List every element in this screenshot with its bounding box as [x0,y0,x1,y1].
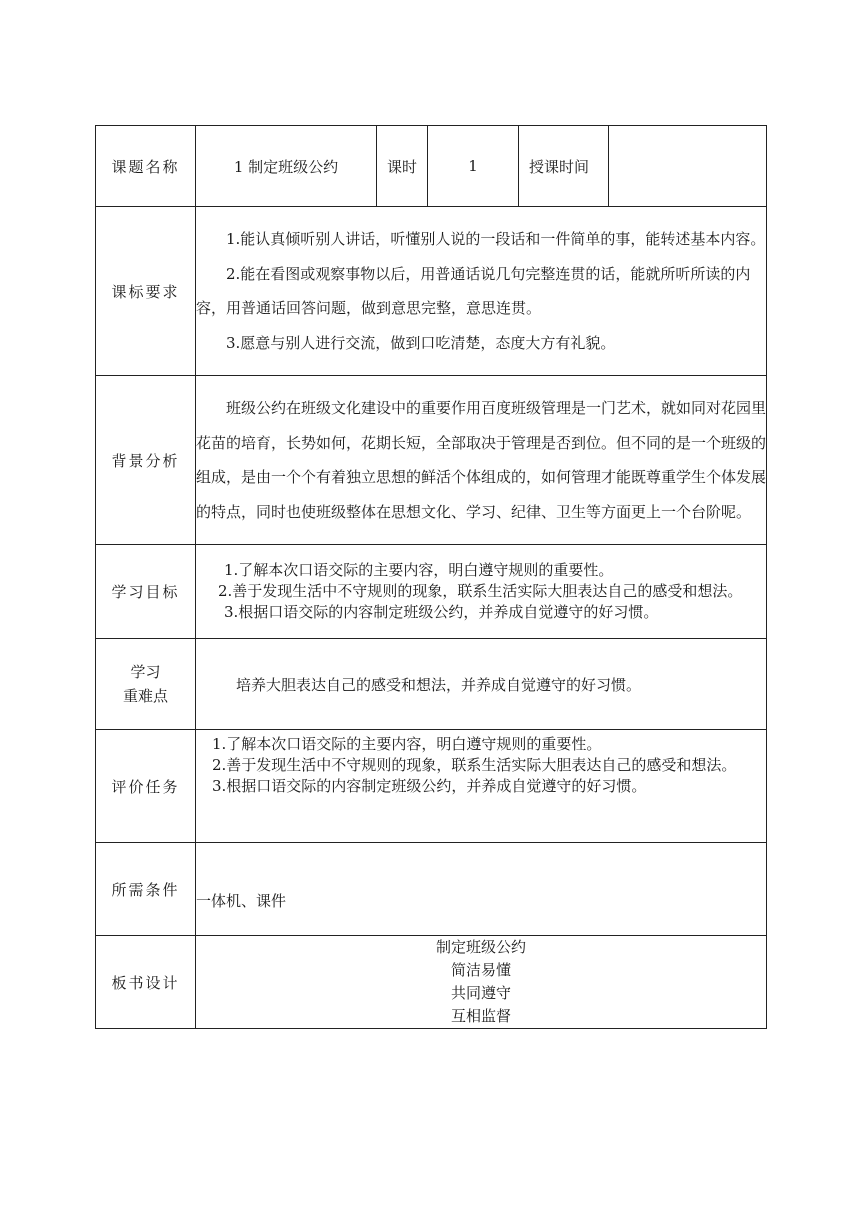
time-label: 授课时间 [519,126,609,207]
board-line: 制定班级公约 [435,938,526,956]
standards-item: 1.能认真倾听别人讲话，听懂别人说的一段话和一件简单的事，能转述基本内容。 [226,230,766,248]
assessment-label: 评价任务 [96,730,196,843]
conditions-row [96,843,767,936]
standards-label: 课标要求 [96,207,196,376]
standards-content [196,207,767,376]
assessment-content [196,730,767,843]
standards-item: 2.能在看图或观察事物以后，用普通话说几句完整连贯的话，能就所听所读的内容，用普通话回答问题，做到意思完整，意思连贯。 [196,264,751,317]
objectives-row [96,545,767,639]
board-line: 简洁易懂 [450,961,511,979]
key-points-label-line2: 重难点 [122,687,168,705]
assessment-item: 1.了解本次口语交际的主要内容，明白遵守规则的重要性。 [212,735,602,753]
board-line: 互相监督 [450,1007,511,1025]
background-label: 背景分析 [96,376,196,545]
key-points-label [96,639,196,730]
board-design [196,936,767,1029]
topic-label: 课题名称 [96,126,196,207]
conditions-label: 所需条件 [96,843,196,936]
conditions-text: 一体机、课件 [196,843,767,936]
time-value [609,126,767,207]
key-points-row [96,639,767,730]
key-points-text: 培养大胆表达自己的感受和想法，并养成自觉遵守的好习惯。 [196,639,767,730]
objective-item: 2.善于发现生活中不守规则的现象，联系生活实际大胆表达自己的感受和想法。 [218,582,743,600]
standards-row [96,207,767,376]
key-points-label-line1: 学习 [130,663,161,681]
assessment-row [96,730,767,843]
objective-item: 3.根据口语交际的内容制定班级公约，并养成自觉遵守的好习惯。 [224,603,659,621]
objectives-label: 学习目标 [96,545,196,639]
assessment-item: 2.善于发现生活中不守规则的现象，联系生活实际大胆表达自己的感受和想法。 [212,756,737,774]
background-text: 班级公约在班级文化建设中的重要作用百度班级管理是一门艺术，就如同对花园里花苗的培育，长势如何，花期长短，全部取决于管理是否到位。但不同的是一个班级的组成，是由一个个有着独立思想的鲜活个体组成的，如何管理才能既尊重学生个体发展的特点，同时也使班级整体在思想文化、学习、纪律、卫生等方面更上一个台阶呢。 [196,399,767,521]
background-content [196,376,767,545]
board-line: 共同遵守 [450,984,511,1002]
header-row [96,126,767,207]
lesson-plan-table [95,125,767,1029]
periods-value: 1 [428,126,519,207]
standards-item: 3.愿意与别人进行交流，做到口吃清楚，态度大方有礼貌。 [226,333,616,352]
objective-item: 1.了解本次口语交际的主要内容，明白遵守规则的重要性。 [224,561,614,579]
background-row [96,376,767,545]
objectives-content [196,545,767,639]
periods-label: 课时 [377,126,428,207]
assessment-item: 3.根据口语交际的内容制定班级公约，并养成自觉遵守的好习惯。 [212,777,647,795]
board-label: 板书设计 [96,936,196,1029]
topic-value: 1 制定班级公约 [196,126,377,207]
board-row [96,936,767,1029]
